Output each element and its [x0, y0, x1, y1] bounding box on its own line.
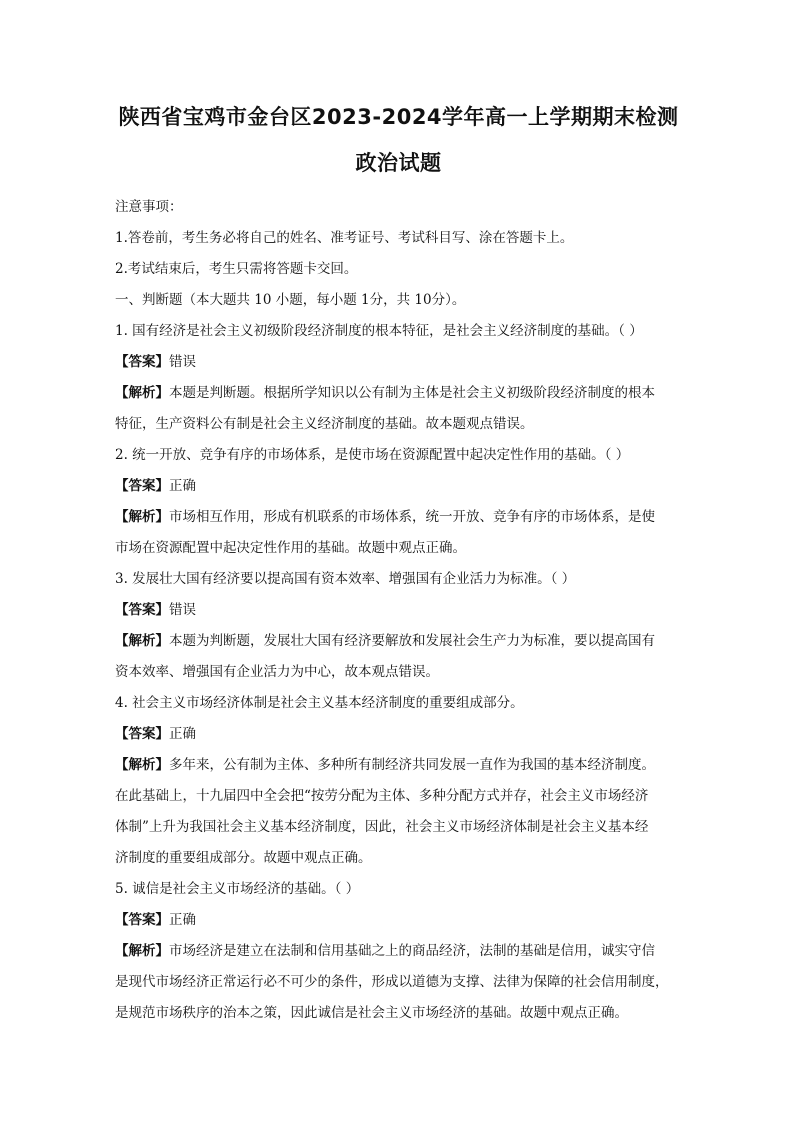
document-title: 陕西省宝鸡市金台区2023-2024学年高一上学期期末检测 — [118, 105, 679, 129]
analysis-4-line-2: 在此基础上，十九届四中全会把“按劳分配为主体、多种分配方式并存，社会主义市场经济 — [115, 788, 649, 804]
section-heading: 一、判断题（本大题共 10 小题，每小题 1分，共 10分）。 — [115, 292, 466, 308]
answer-tag: 【答案】 — [115, 912, 169, 928]
analysis-2-line-1 — [115, 502, 682, 533]
answer-tag: 【答案】 — [115, 726, 169, 742]
analysis-1-line-1 — [115, 378, 682, 409]
analysis-5-line-1 — [115, 936, 682, 967]
analysis-4-line-1 — [115, 750, 682, 781]
answer-1 — [115, 347, 682, 378]
notice-heading: 注意事项： — [115, 199, 183, 215]
question-4: 4. 社会主义市场经济体制是社会主义基本经济制度的重要组成部分。 — [115, 695, 524, 711]
answer-tag: 【答案】 — [115, 478, 169, 494]
analysis-tag: 【解析】 — [115, 385, 169, 401]
analysis-5-line-3: 是规范市场秩序的治本之策，因此诚信是社会主义市场经济的基础。故题中观点正确。 — [115, 1005, 628, 1021]
answer-tag: 【答案】 — [115, 602, 169, 618]
document-body — [115, 192, 682, 1029]
question-1: 1. 国有经济是社会主义初级阶段经济制度的根本特征，是社会主义经济制度的基础。（ ） — [115, 323, 643, 339]
analysis-text: 市场相互作用，形成有机联系的市场体系，统一开放、竞争有序的市场体系，是使 — [169, 509, 655, 525]
answer-value: 正确 — [169, 726, 196, 742]
analysis-tag: 【解析】 — [115, 943, 169, 959]
analysis-text: 本题是判断题。根据所学知识以公有制为主体是社会主义初级阶段经济制度的根本 — [169, 385, 655, 401]
analysis-4-line-3: 体制”上升为我国社会主义基本经济制度，因此，社会主义市场经济体制是社会主义基本经 — [115, 819, 649, 835]
notice-item-1: 1.答卷前，考生务必将自己的姓名、准考证号、考试科目写、涂在答题卡上。 — [115, 230, 574, 246]
answer-3 — [115, 595, 682, 626]
answer-value: 错误 — [169, 354, 196, 370]
answer-value: 正确 — [169, 478, 196, 494]
analysis-text: 市场经济是建立在法制和信用基础之上的商品经济，法制的基础是信用，诚实守信 — [169, 943, 655, 959]
analysis-3-line-2: 资本效率、增强国有企业活力为中心，故本观点错误。 — [115, 664, 439, 680]
answer-value: 错误 — [169, 602, 196, 618]
analysis-2-line-2: 市场在资源配置中起决定性作用的基础。故题中观点正确。 — [115, 540, 466, 556]
answer-5 — [115, 905, 682, 936]
question-5: 5. 诚信是社会主义市场经济的基础。（ ） — [115, 881, 360, 897]
answer-2 — [115, 471, 682, 502]
analysis-1-line-2: 特征，生产资料公有制是社会主义经济制度的基础。故本题观点错误。 — [115, 416, 534, 432]
analysis-text: 本题为判断题，发展壮大国有经济要解放和发展社会生产力为标准，要以提高国有 — [169, 633, 655, 649]
analysis-5-line-2: 是现代市场经济正常运行必不可少的条件，形成以道德为支撑、法律为保障的社会信用制度， — [115, 974, 669, 990]
analysis-4-line-4: 济制度的重要组成部分。故题中观点正确。 — [115, 850, 372, 866]
answer-tag: 【答案】 — [115, 354, 169, 370]
analysis-tag: 【解析】 — [115, 757, 169, 773]
notice-item-2: 2.考试结束后，考生只需将答题卡交回。 — [115, 261, 358, 277]
answer-value: 正确 — [169, 912, 196, 928]
analysis-text: 多年来，公有制为主体、多种所有制经济共同发展一直作为我国的基本经济制度。 — [169, 757, 655, 773]
analysis-tag: 【解析】 — [115, 633, 169, 649]
document-subtitle: 政治试题 — [355, 151, 442, 175]
question-3: 3. 发展壮大国有经济要以提高国有资本效率、增强国有企业活力为标准。（ ） — [115, 571, 576, 587]
analysis-tag: 【解析】 — [115, 509, 169, 525]
analysis-3-line-1 — [115, 626, 682, 657]
question-2: 2. 统一开放、竞争有序的市场体系，是使市场在资源配置中起决定性作用的基础。（ ） — [115, 447, 630, 463]
answer-4 — [115, 719, 682, 750]
